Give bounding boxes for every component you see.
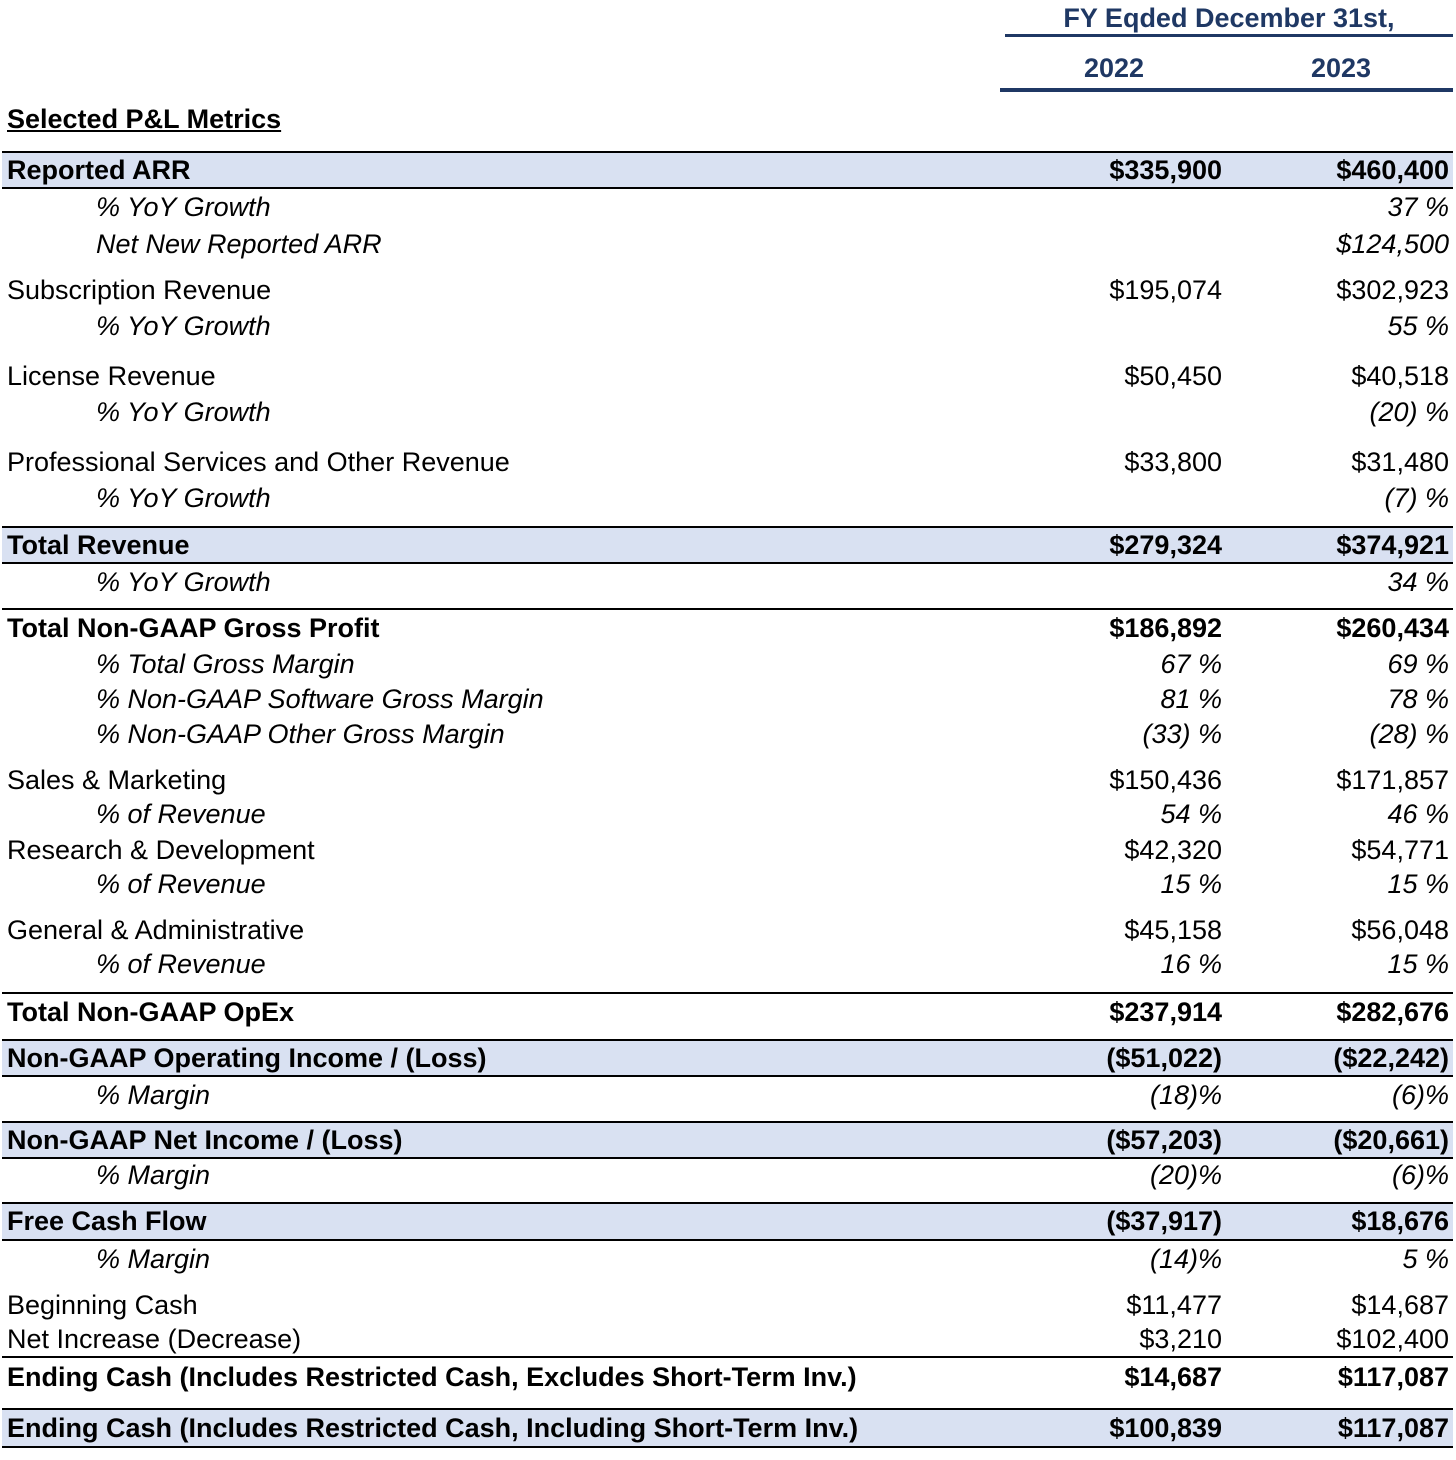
table-row xyxy=(2,717,1453,752)
table-row xyxy=(2,190,1453,225)
value-2022: 16 % xyxy=(1160,949,1222,979)
table-row xyxy=(2,832,1453,868)
value-2022: ($37,917) xyxy=(1106,1206,1222,1236)
value-2022: $11,477 xyxy=(1126,1290,1222,1320)
row-label: % of Revenue xyxy=(96,869,266,899)
table-row xyxy=(2,526,1453,564)
table-row xyxy=(2,1121,1453,1159)
value-2022: $100,839 xyxy=(1109,1413,1222,1443)
row-label: Net Increase (Decrease) xyxy=(7,1324,302,1354)
value-2023: $282,676 xyxy=(1336,997,1449,1027)
value-2023: $18,676 xyxy=(1351,1206,1449,1236)
value-2022: ($57,203) xyxy=(1106,1125,1222,1155)
row-label: % of Revenue xyxy=(96,799,266,829)
value-2023: $40,518 xyxy=(1351,361,1449,391)
row-label: % Non-GAAP Other Gross Margin xyxy=(96,719,505,749)
value-2023: $374,921 xyxy=(1336,530,1449,560)
table-row xyxy=(2,1408,1453,1448)
value-2022: $186,892 xyxy=(1109,613,1222,643)
row-label: % YoY Growth xyxy=(96,567,271,597)
value-2023: 69 % xyxy=(1387,649,1449,679)
value-2023: (6)% xyxy=(1391,1080,1449,1110)
value-2023: $302,923 xyxy=(1336,275,1449,305)
value-2022: (33) % xyxy=(1142,719,1222,749)
value-2022: 54 % xyxy=(1160,799,1222,829)
table-row xyxy=(2,1202,1453,1241)
row-label: Non-GAAP Operating Income / (Loss) xyxy=(7,1043,487,1073)
value-2023: 5 % xyxy=(1402,1244,1449,1274)
table-row xyxy=(2,912,1453,948)
row-label: % of Revenue xyxy=(96,949,266,979)
value-2023: $102,400 xyxy=(1336,1324,1449,1354)
table-row xyxy=(2,444,1453,480)
table-row xyxy=(2,1242,1453,1277)
year-header-row xyxy=(1000,50,1453,92)
table-row xyxy=(2,682,1453,717)
year-header-2023: 2023 xyxy=(1310,53,1372,83)
row-label: % Margin xyxy=(96,1244,211,1274)
row-label: % YoY Growth xyxy=(96,311,271,341)
value-2022: ($51,022) xyxy=(1106,1043,1222,1073)
value-2023: $460,400 xyxy=(1336,155,1449,185)
row-label: General & Administrative xyxy=(7,915,305,945)
table-row xyxy=(2,797,1453,832)
value-2022: $14,687 xyxy=(1124,1362,1222,1392)
value-2023: (28) % xyxy=(1369,719,1449,749)
value-2022: $42,320 xyxy=(1124,835,1222,865)
value-2023: $260,434 xyxy=(1336,613,1449,643)
row-label: % Margin xyxy=(96,1160,211,1190)
value-2023: $54,771 xyxy=(1351,835,1449,865)
value-2023: $56,048 xyxy=(1351,915,1449,945)
value-2023: 37 % xyxy=(1387,192,1449,222)
section-title: Selected P&L Metrics xyxy=(7,104,282,134)
value-2023: 15 % xyxy=(1387,869,1449,899)
table-row xyxy=(2,647,1453,682)
value-2022: $195,074 xyxy=(1109,275,1222,305)
value-2023: (7) % xyxy=(1384,483,1449,513)
fiscal-period-header: FY Eqded December 31st, xyxy=(1005,2,1453,37)
value-2022: (14)% xyxy=(1149,1244,1222,1274)
value-2023: ($22,242) xyxy=(1333,1043,1449,1073)
value-2022: $33,800 xyxy=(1124,447,1222,477)
table-row xyxy=(2,1039,1453,1077)
table-row xyxy=(2,867,1453,902)
value-2022: $237,914 xyxy=(1109,997,1222,1027)
value-2022: (20)% xyxy=(1149,1160,1222,1190)
value-2022: $279,324 xyxy=(1109,530,1222,560)
value-2023: 55 % xyxy=(1387,311,1449,341)
value-2023: $124,500 xyxy=(1336,229,1449,259)
value-2023: (6)% xyxy=(1391,1160,1449,1190)
value-2023: (20) % xyxy=(1369,397,1449,427)
table-row xyxy=(2,481,1453,516)
value-2022: (18)% xyxy=(1149,1080,1222,1110)
table-row xyxy=(2,395,1453,430)
table-row xyxy=(2,151,1453,189)
table-row xyxy=(2,762,1453,798)
year-header-2022: 2022 xyxy=(1083,53,1145,83)
row-label: Subscription Revenue xyxy=(7,275,272,305)
value-2022: $150,436 xyxy=(1109,765,1222,795)
row-label: Sales & Marketing xyxy=(7,765,227,795)
row-label: Beginning Cash xyxy=(7,1290,198,1320)
row-label: Total Non-GAAP Gross Profit xyxy=(7,613,380,643)
table-row xyxy=(2,1322,1453,1357)
table-row xyxy=(2,608,1453,646)
table-row xyxy=(2,1356,1453,1396)
value-2023: 78 % xyxy=(1387,684,1449,714)
row-label: Research & Development xyxy=(7,835,315,865)
value-2023: $117,087 xyxy=(1337,1413,1449,1443)
value-2023: $14,687 xyxy=(1351,1290,1449,1320)
row-label: % Total Gross Margin xyxy=(96,649,355,679)
value-2022: $3,210 xyxy=(1139,1324,1222,1354)
row-label: License Revenue xyxy=(7,361,216,391)
table-row xyxy=(2,272,1453,308)
value-2023: $117,087 xyxy=(1337,1362,1449,1392)
table-row xyxy=(2,992,1453,1030)
value-2022: 67 % xyxy=(1160,649,1222,679)
value-2023: $171,857 xyxy=(1336,765,1449,795)
row-label: Ending Cash (Includes Restricted Cash, Excludes Short-Term Inv.) xyxy=(7,1362,857,1392)
row-label: Net New Reported ARR xyxy=(96,229,382,259)
value-2023: ($20,661) xyxy=(1333,1125,1449,1155)
value-2022: $335,900 xyxy=(1109,155,1222,185)
table-row xyxy=(2,565,1453,600)
table-row xyxy=(2,227,1453,262)
value-2023: 15 % xyxy=(1387,949,1449,979)
table-row xyxy=(2,358,1453,394)
value-2022: 15 % xyxy=(1160,869,1222,899)
table-row xyxy=(2,1078,1453,1113)
row-label: % YoY Growth xyxy=(96,397,271,427)
row-label: Reported ARR xyxy=(7,155,191,185)
value-2022: 81 % xyxy=(1160,684,1222,714)
row-label: Total Revenue xyxy=(7,530,190,560)
row-label: Non-GAAP Net Income / (Loss) xyxy=(7,1125,403,1155)
table-row xyxy=(2,309,1453,344)
value-2022: $45,158 xyxy=(1124,915,1222,945)
row-label: % Margin xyxy=(96,1080,211,1110)
value-2023: $31,480 xyxy=(1351,447,1449,477)
row-label: % YoY Growth xyxy=(96,192,271,222)
value-2023: 34 % xyxy=(1387,567,1449,597)
row-label: Professional Services and Other Revenue xyxy=(7,447,510,477)
value-2023: 46 % xyxy=(1387,799,1449,829)
table-row xyxy=(2,1158,1453,1193)
row-label: % YoY Growth xyxy=(96,483,271,513)
row-label: % Non-GAAP Software Gross Margin xyxy=(96,684,544,714)
value-2022: $50,450 xyxy=(1124,361,1222,391)
row-label: Ending Cash (Includes Restricted Cash, Including Short-Term Inv.) xyxy=(7,1413,859,1443)
row-label: Total Non-GAAP OpEx xyxy=(7,997,295,1027)
row-label: Free Cash Flow xyxy=(7,1206,207,1236)
table-row xyxy=(2,947,1453,982)
table-row xyxy=(2,1287,1453,1323)
